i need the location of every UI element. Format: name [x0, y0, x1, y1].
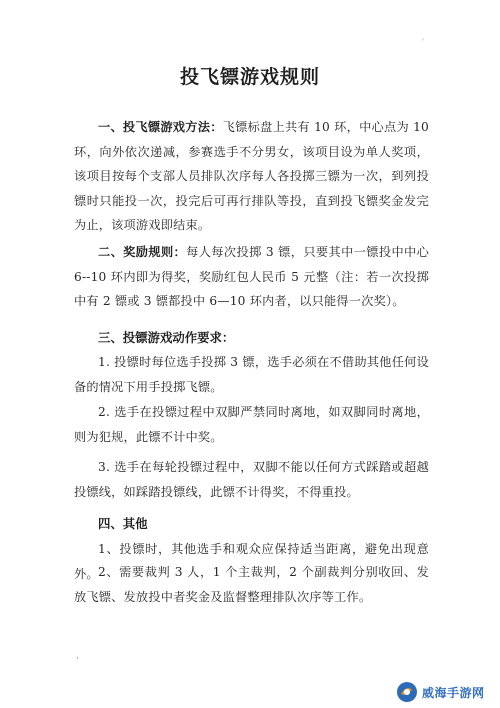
watermark-text: 威海手游网 [422, 685, 485, 700]
list-item: 2. 选手在投镖过程中双脚严禁同时离地，如双脚同时离地，则为犯规，此镖不计中奖。 [74, 405, 429, 444]
page-title: 投飞镖游戏规则 [179, 66, 320, 88]
section-body: 飞镖标盘上共有 10 环，中心点为 10 环，向外依次递减，参赛选手不分男女，该项目设为单人奖项，该项目按每个支部人员排队次序每人各投掷三镖为一次，到列投镖时只能投一次，投完后可再行排队等投，直到投飞镖奖金发完为止，该项游戏即结束。 [74, 120, 430, 232]
section-heading-other: 四、其他 [98, 516, 148, 531]
section-heading: 一、投飞镖游戏方法： [98, 120, 223, 134]
section-rules-method [74, 115, 429, 238]
section-reward-rules [74, 240, 429, 314]
list-item: 1. 投镖时每位选手投掷 3 镖，选手必须在不借助其他任何设备的情况下用手投掷飞镖。 [74, 355, 429, 394]
section-heading-requirements: 三、投镖游戏动作要求： [98, 330, 235, 345]
site-watermark [396, 681, 485, 703]
section-heading: 二、奖励规则： [98, 245, 187, 259]
watermark-logo-icon [396, 681, 418, 703]
list-item: 3. 选手在每轮投镖过程中，双脚不能以任何方式踩踏或超越投镖线，如踩踏投镖线，此镖不计得奖，不得重投。 [74, 460, 429, 499]
corner-mark: ' [422, 38, 424, 46]
list-item: 2、需要裁判 3 人，1 个主裁判，2 个副裁判分别收回、发放飞镖、发放投中者奖金及监督整理排队次序等工作。 [74, 565, 429, 604]
bottom-mark: · [76, 654, 79, 664]
section-body: 每人每次投掷 3 镖，只要其中一镖投中中心 6--10 环内即为得奖，奖励红包人民币 5 元整（注：若一次投掷中有 2 镖或 3 镖都投中 6—10 环内者，以只能得一次奖）。 [74, 245, 430, 308]
list-item: 1、投镖时，其他选手和观众应保持适当距离，避免出现意外。 [74, 542, 429, 581]
